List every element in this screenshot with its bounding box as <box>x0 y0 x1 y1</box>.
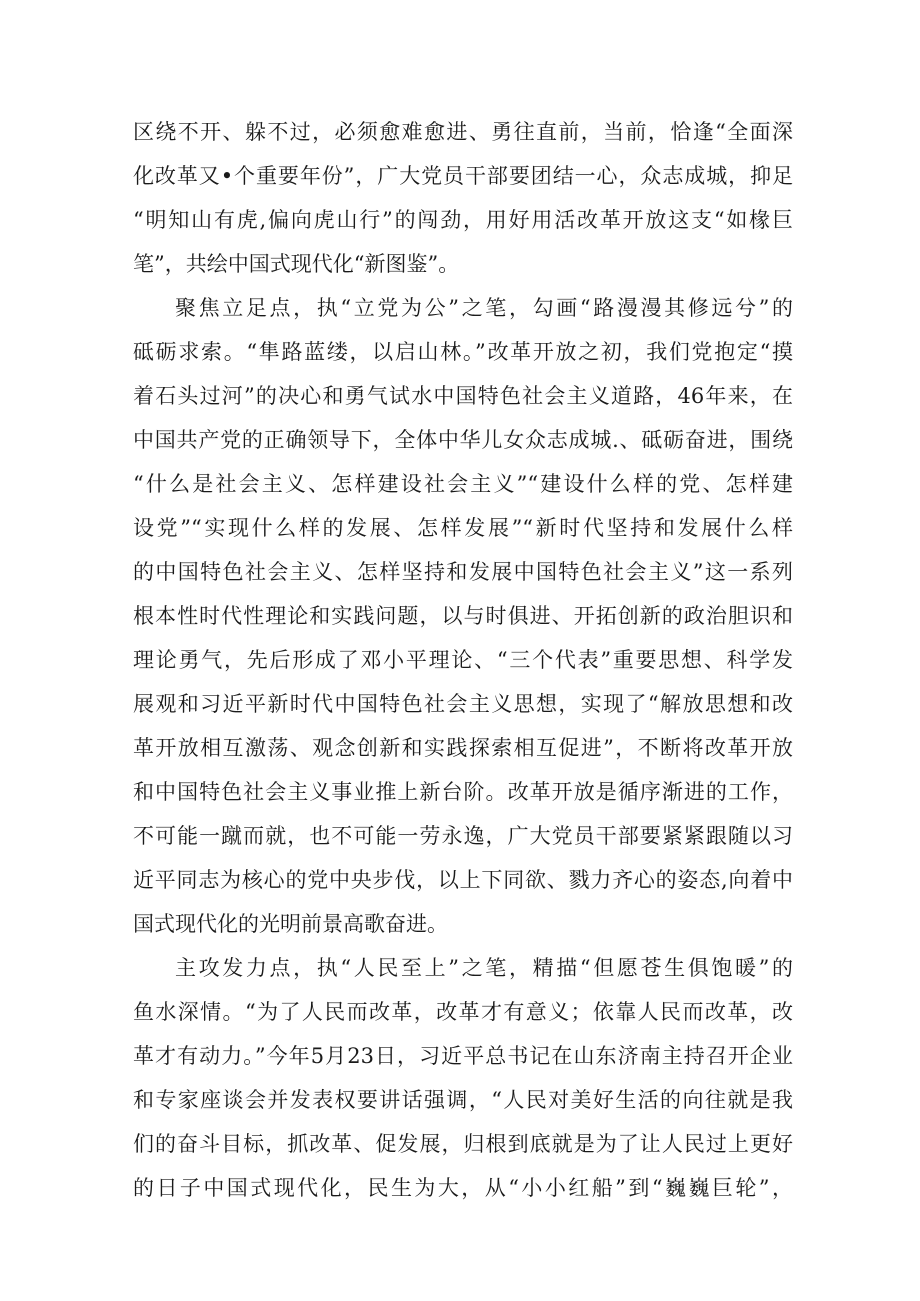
text-line: 区绕不开、躲不过，必须愈难愈进、勇往直前，当前，恰逢“全面深 <box>133 120 793 144</box>
text-line: 和专家座谈会并发表权要讲话强调，“人民对美好生活的向往就是我 <box>133 1088 793 1112</box>
text-line: 的中国特色社会主义、怎样坚持和发展中国特色社会主义”这一系列 <box>133 560 793 584</box>
text-line: 砥砺求索。“隼路蓝缕，以启山林。”改革开放之初，我们党抱定“摸 <box>133 340 793 364</box>
text-line: 着石头过河”的决心和勇气试水中国特色社会主义道路，46年来，在 <box>133 384 793 408</box>
text-line: “明知山有虎,偏向虎山行”的闯劲，用好用活改革开放这支“如椽巨 <box>133 208 793 232</box>
text-line: 设党”“实现什么样的发展、怎样发展”“新时代坚持和发展什么样 <box>133 516 793 540</box>
text-line: 化改革又•个重要年份”，广大党员干部要团结一心，众志成城，抑足 <box>133 164 793 188</box>
text-line: 理论勇气，先后形成了邓小平理论、“三个代表”重要思想、科学发 <box>133 648 793 672</box>
paragraph-2 <box>133 286 793 946</box>
text-line: 根本性时代性理论和实践问题，以与时俱进、开拓创新的政治胆识和 <box>133 604 793 628</box>
text-line: 革才有动力。”今年5月23日，习近平总书记在山东济南主持召开企业 <box>133 1044 793 1068</box>
paragraph-1 <box>133 110 793 286</box>
document-body <box>133 110 793 1210</box>
text-line: 笔”，共绘中国式现代化“新图鉴”。 <box>133 252 460 276</box>
text-line: 鱼水深情。“为了人民而改革，改革才有意义；依靠人民而改革，改 <box>133 1000 793 1024</box>
text-line: 展观和习近平新时代中国特色社会主义思想，实现了“解放思想和改 <box>133 692 793 716</box>
text-line: 和中国特色社会主义事业推上新台阶。改革开放是循序渐进的工作， <box>133 780 793 804</box>
text-line: “什么是社会主义、怎样建设社会主义”“建设什么样的党、怎样建 <box>133 472 793 496</box>
text-line: 近平同志为核心的党中央步伐，以上下同欲、戮力齐心的姿态,向着中 <box>133 868 793 892</box>
text-line: 中国共产党的正确领导下，全体中华儿女众志成城.、砥砺奋进，围绕 <box>133 428 793 452</box>
text-line: 国式现代化的光明前景高歌奋进。 <box>133 912 448 936</box>
text-line: 的日子中国式现代化，民生为大，从“小小红船”到“巍巍巨轮”， <box>133 1176 793 1200</box>
paragraph-3 <box>133 946 793 1210</box>
text-line: 主攻发力点，执“人民至上”之笔，精描“但愿苍生俱饱暖”的 <box>175 956 793 980</box>
text-line: 聚焦立足点，执“立党为公”之笔，勾画“路漫漫其修远兮”的 <box>175 296 793 320</box>
text-line: 们的奋斗目标，抓改革、促发展，归根到底就是为了让人民过上更好 <box>133 1132 793 1156</box>
text-line: 革开放相互激荡、观念创新和实践探索相互促进”，不断将改革开放 <box>133 736 793 760</box>
text-line: 不可能一蹴而就，也不可能一劳永逸，广大党员干部要紧紧跟随以习 <box>133 824 793 848</box>
